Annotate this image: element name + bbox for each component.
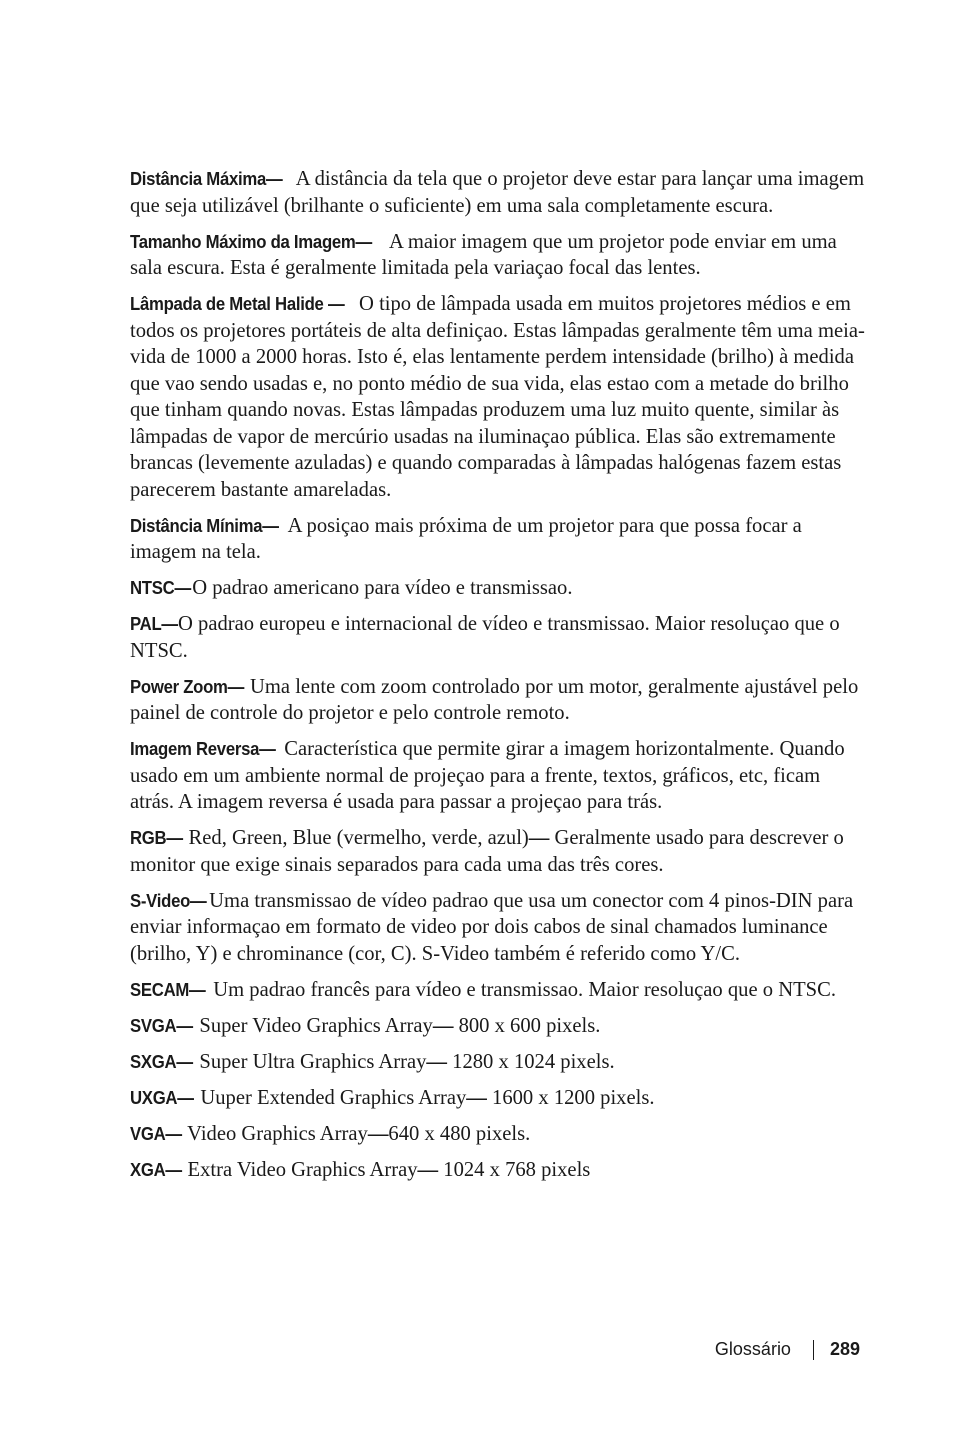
entry-term: RGB— [130, 828, 183, 848]
entry-term: S-Video— [130, 890, 207, 911]
page-number: 289 [829, 1339, 860, 1359]
entry-dash: — [432, 1014, 454, 1037]
page-footer [715, 1339, 860, 1360]
entry-definition: O padrao europeu e internacional de vídeo e transmissao. Maior resoluçao que o NTSC. [130, 613, 840, 662]
glossary-entry-lampada-metal-halide [130, 291, 866, 503]
entry-definition: Característica que permite girar a imagem horizontalmente. Quando usado em um ambiente normal de projeçao para a frente, textos, gráficos, etc, ficam atrás. A imagem reversa é usada para passar a projeçao para trás. [130, 738, 845, 813]
entry-dash: — [528, 827, 550, 849]
entry-dash: — [367, 1122, 389, 1145]
glossary-entry-xga [130, 1157, 866, 1184]
entry-definition-cont: 640 x 480 pixels. [388, 1122, 531, 1145]
entry-definition: O padrao americano para vídeo e transmissao. [192, 577, 573, 599]
entry-definition-cont: 1600 x 1200 pixels. [486, 1086, 655, 1109]
entry-term: Distância Máxima— [130, 169, 283, 189]
glossary-entry-pal [130, 611, 866, 664]
entry-definition: Super Video Graphics Array [194, 1014, 433, 1037]
glossary-entry-s-video [130, 888, 866, 968]
glossary-entry-vga [130, 1121, 866, 1148]
entry-definition: A maior imagem que um projetor pode enviar em uma sala escura. Esta é geralmente limitada pela variaçao focal das lentes. [130, 230, 837, 279]
entry-definition: A distância da tela que o projetor deve estar para lançar uma imagem que seja utilizável (brilhante o suficiente) em uma sala completamente escura. [130, 168, 865, 217]
glossary-entry-imagem-reversa [130, 736, 866, 816]
entry-term: XGA— [130, 1159, 182, 1180]
glossary-entry-rgb [130, 825, 866, 878]
entry-definition: Video Graphics Array [182, 1122, 368, 1145]
entry-definition-cont: Geralmente usado para descrever o monitor que exige sinais separados para cada uma das três cores. [130, 827, 844, 876]
glossary-entry-tamanho-maximo [130, 229, 866, 282]
entry-term: PAL— [130, 614, 178, 634]
entry-term: VGA— [130, 1123, 182, 1144]
entry-term: Imagem Reversa— [130, 739, 276, 759]
glossary-entry-uxga [130, 1085, 866, 1112]
entry-term: Tamanho Máximo da Imagem— [130, 231, 372, 252]
entry-term: Power Zoom— [130, 676, 245, 697]
glossary-content [130, 166, 866, 1193]
entry-definition: Super Ultra Graphics Array [194, 1050, 427, 1073]
glossary-entry-distancia-maxima [130, 166, 866, 219]
entry-definition: Uuper Extended Graphics Array [195, 1086, 467, 1109]
entry-dash: — [426, 1050, 448, 1073]
entry-definition: Red, Green, Blue (vermelho, verde, azul) [183, 827, 529, 849]
glossary-entry-sxga [130, 1049, 866, 1076]
entry-definition: Uma lente com zoom controlado por um motor, geralmente ajustável pelo painel de controle do projetor e pelo controle remoto. [130, 675, 859, 724]
entry-definition: O tipo de lâmpada usada em muitos projetores médios e em todos os projetores portáteis de alta definiçao. Estas lâmpadas geralmente têm uma meia-vida de 1000 a 2000 horas. Isto é, elas lentamente perdem intensidade (brilho) à medida que vao sendo usadas e, no ponto médio de sua vida, elas estao com a metade do brilho que tinham quando novas. Estas lâmpadas produzem uma luz muito quente, similar às lâmpadas de vapor de mercúrio usadas na iluminaçao pública. Elas são extremamente brancas (levemente azuladas) e quando comparadas à lâmpadas halógenas fazem estas parecerem bastante amareladas. [130, 293, 865, 501]
entry-definition: Um padrao francês para vídeo e transmissao. Maior resoluçao que o NTSC. [208, 978, 836, 1001]
entry-term: Distância Mínima— [130, 515, 279, 536]
entry-definition: A posiçao mais próxima de um projetor para que possa focar a imagem na tela. [130, 514, 802, 563]
glossary-entry-ntsc [130, 575, 866, 602]
entry-definition-cont: 1280 x 1024 pixels. [447, 1050, 615, 1073]
entry-definition: Uma transmissao de vídeo padrao que usa um conector com 4 pinos-DIN para enviar informaçao em formato de video por dois cabos de sinal chamados luminance (brilho, Y) e chrominance (cor, C). S-Video também é referido como Y/C. [130, 889, 854, 965]
glossary-entry-power-zoom [130, 674, 866, 727]
entry-term: Lâmpada de Metal Halide — [130, 294, 345, 314]
entry-definition: Extra Video Graphics Array [182, 1158, 418, 1181]
entry-term: SECAM— [130, 979, 206, 1000]
glossary-entry-svga [130, 1013, 866, 1040]
glossary-entry-distancia-minima [130, 513, 866, 566]
footer-section-title: Glossário [714, 1339, 791, 1359]
entry-term: SVGA— [130, 1015, 193, 1036]
entry-term: NTSC— [130, 578, 191, 598]
entry-term: UXGA— [130, 1087, 194, 1108]
glossary-entry-secam [130, 977, 866, 1004]
entry-definition-cont: 800 x 600 pixels. [453, 1014, 601, 1037]
footer-divider [813, 1340, 814, 1360]
entry-dash: — [466, 1086, 487, 1109]
entry-term: SXGA— [130, 1051, 193, 1072]
entry-definition-cont: 1024 x 768 pixels [438, 1158, 591, 1181]
entry-dash: — [417, 1158, 439, 1181]
